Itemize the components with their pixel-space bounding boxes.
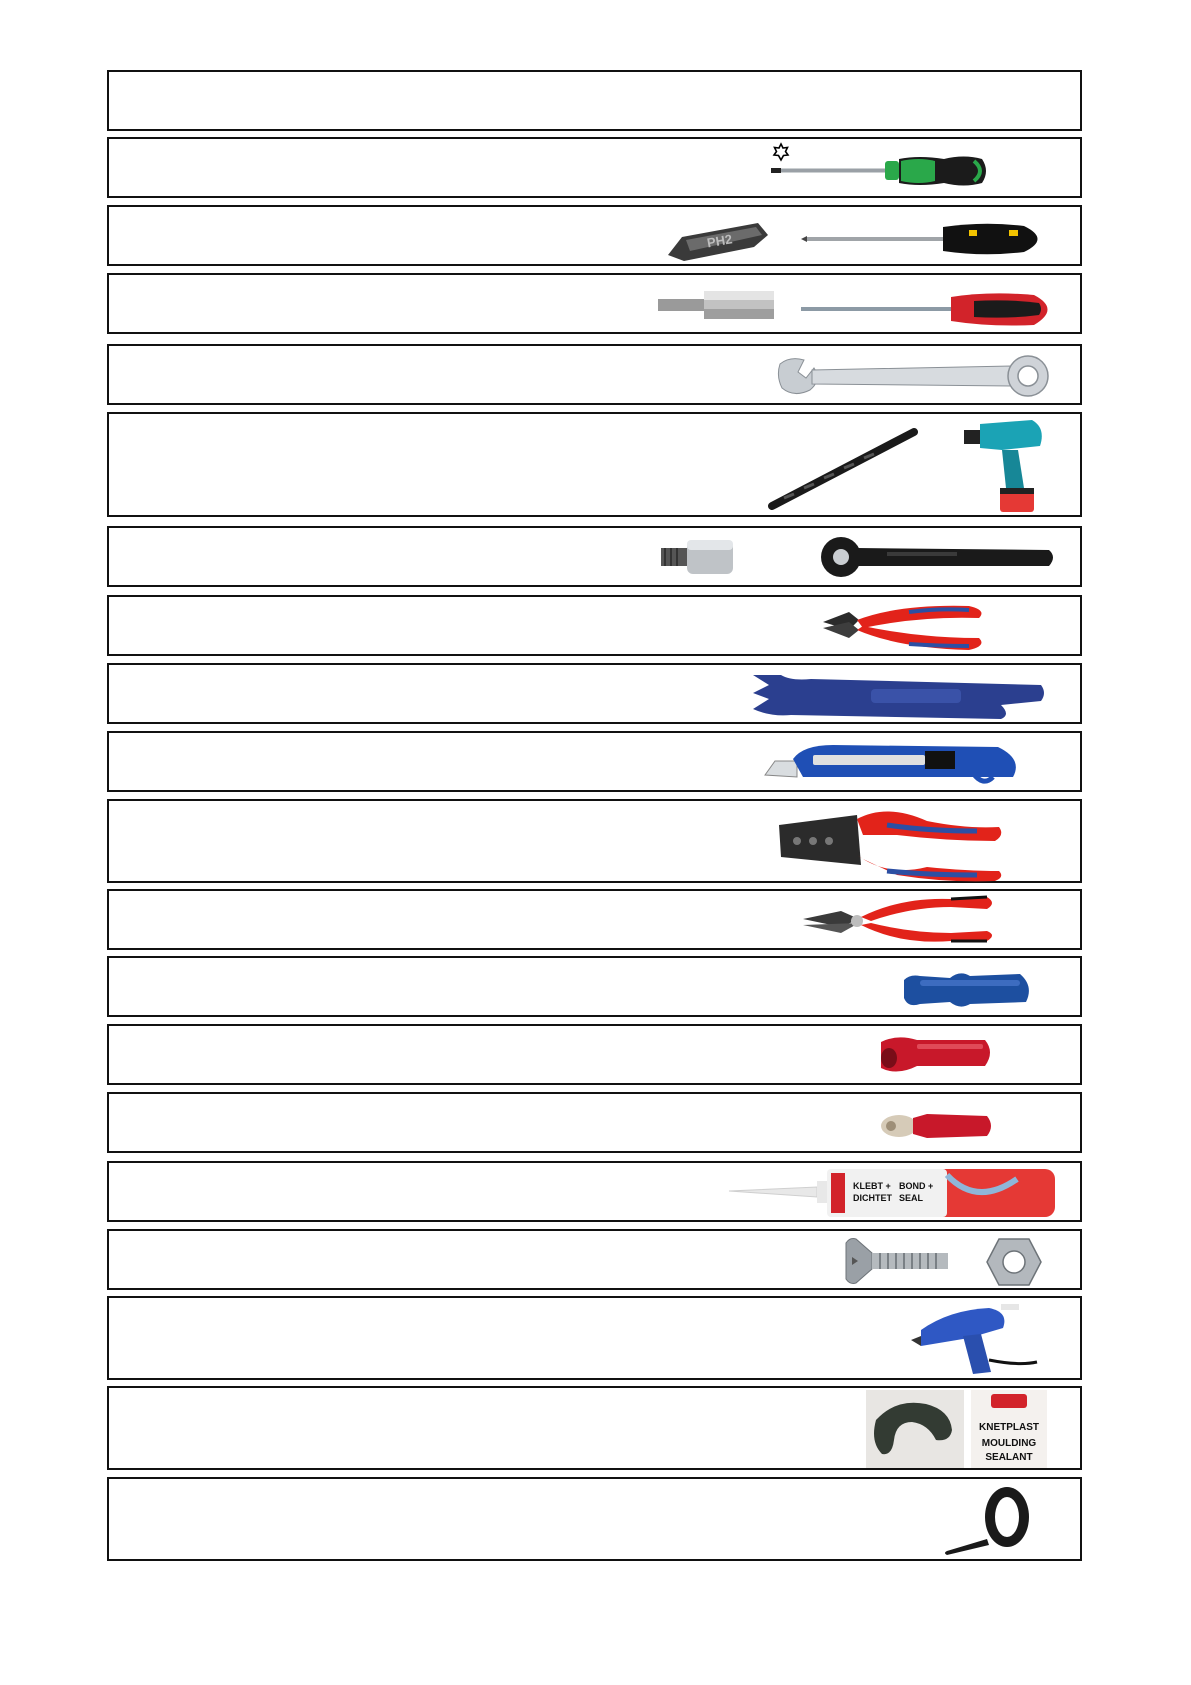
tool-row-2 xyxy=(107,137,1082,198)
countersunk-bolt-icon xyxy=(842,1235,952,1287)
utility-knife-icon xyxy=(763,737,1033,791)
cartridge-text-1: KLEBT + xyxy=(853,1181,891,1191)
tool-row-3 xyxy=(107,205,1082,266)
trim-removal-tool-icon xyxy=(751,671,1051,721)
tool-row-13 xyxy=(107,956,1082,1017)
ratchet-icon xyxy=(817,534,1057,580)
tool-row-12 xyxy=(107,889,1082,950)
moulding-text: MOULDING xyxy=(981,1438,1037,1449)
cordless-drill-icon xyxy=(962,416,1052,516)
phillips-screwdriver-icon xyxy=(799,221,1059,257)
tool-row-6 xyxy=(107,412,1082,517)
tool-row-19 xyxy=(107,1386,1082,1470)
red-female-bullet-connector-icon xyxy=(877,1032,997,1082)
phillips-bit-icon xyxy=(662,215,774,265)
hot-glue-gun-icon xyxy=(909,1300,1039,1380)
putty-sealant-icon xyxy=(866,1390,964,1468)
cartridge-text-3: BOND + xyxy=(899,1181,934,1191)
sealant-text: SEALANT xyxy=(985,1452,1033,1463)
tool-row-7 xyxy=(107,526,1082,587)
tool-row-1 xyxy=(107,70,1082,131)
tool-row-4 xyxy=(107,273,1082,334)
knetplast-package-icon xyxy=(971,1390,1047,1468)
blue-butt-connector-icon xyxy=(900,964,1040,1016)
adhesive-cartridge-icon xyxy=(727,1167,1062,1221)
combination-wrench-icon xyxy=(776,354,1056,400)
tool-row-8 xyxy=(107,595,1082,656)
hex-nut-icon xyxy=(985,1237,1043,1287)
red-male-bullet-connector-icon xyxy=(877,1108,997,1144)
torx-screwdriver-icon xyxy=(769,153,1014,193)
tool-row-9 xyxy=(107,663,1082,724)
tool-row-11 xyxy=(107,799,1082,883)
knetplast-text: KNETPLAST xyxy=(979,1422,1039,1433)
tool-row-15 xyxy=(107,1092,1082,1153)
crimping-pliers-icon xyxy=(777,805,1007,883)
foam-tape-roll-icon xyxy=(941,1483,1041,1559)
cartridge-text-4: SEAL xyxy=(899,1193,924,1203)
slotted-bit-icon xyxy=(656,287,781,321)
tool-row-20 xyxy=(107,1477,1082,1561)
tool-row-17 xyxy=(107,1229,1082,1290)
slotted-screwdriver-icon xyxy=(799,289,1069,329)
tool-row-5 xyxy=(107,344,1082,405)
drill-bit-icon xyxy=(764,424,924,512)
cartridge-text-2: DICHTET xyxy=(853,1193,892,1203)
tool-row-16 xyxy=(107,1161,1082,1222)
tool-row-18 xyxy=(107,1296,1082,1380)
torx-socket-icon xyxy=(659,534,739,578)
side-cutter-pliers-icon xyxy=(819,600,999,656)
tool-row-14 xyxy=(107,1024,1082,1085)
bit-text: PH2 xyxy=(705,231,734,251)
tin-snips-icon xyxy=(801,893,1001,951)
tool-row-10 xyxy=(107,731,1082,792)
